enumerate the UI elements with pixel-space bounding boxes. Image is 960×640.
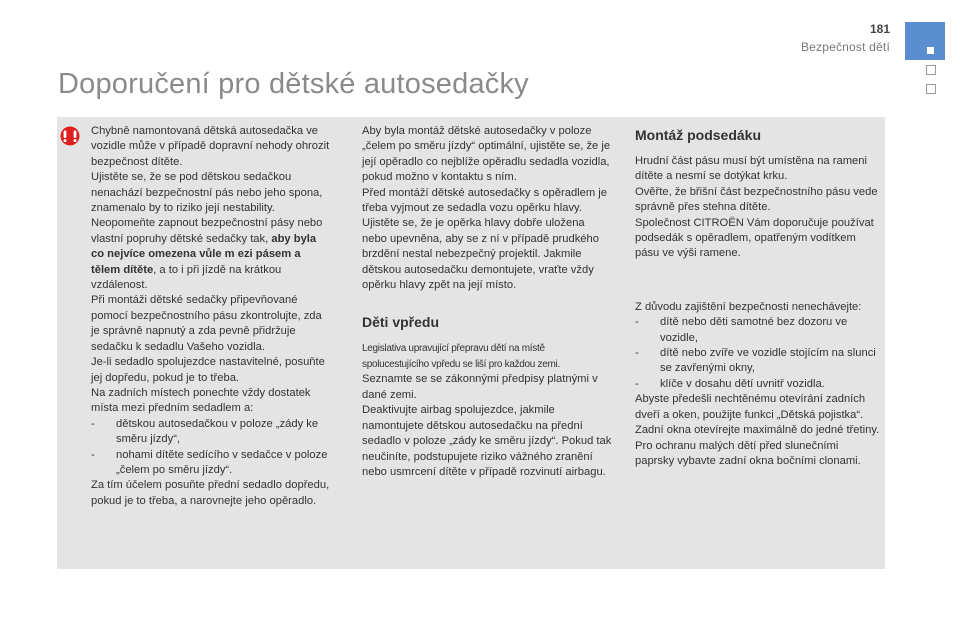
column-front-seat [362, 124, 612, 480]
legal-note: Legislativa upravující přepravu dětí na místě spolucestujícího vpředu se liší pro každou zemi. [362, 343, 560, 370]
page-number: 181 [869, 22, 890, 36]
section-name: Bezpečnost dětí [800, 40, 890, 54]
list-item: - dítě nebo zvíře ve vozidle stojícím na slunci se zavřenými okny, [635, 346, 880, 377]
dash-list [635, 315, 880, 392]
paragraph: Aby byla montáž dětské autosedačky v poloze „čelem po směru jízdy“ optimální, ujistěte se, že je její opěradlo co nejblíže opěradlu sedadla vozidla, pokud možno v kontaktu s ním. [362, 125, 611, 184]
paragraph: Společnost CITROËN Vám doporučuje používat podsedák s opěradlem, opatřeným vodítkem pásu ve výši ramene. [635, 216, 874, 260]
paragraph: Hrudní část pásu musí být umístěna na rameni dítěte a nesmí se dotýkat krku. [635, 155, 867, 183]
list-item: - dítě nebo děti samotné bez dozoru ve vozidle, [635, 315, 880, 346]
paragraph: Abyste předešli nechtěnému otevírání zadních dveří a oken, použijte funkci „Dětská pojistka“. [635, 393, 866, 421]
paragraph: Na zadních místech ponechte vždy dostatek místa mezi předním sedadlem a: [91, 386, 311, 415]
paragraph: Ujistěte se, že se pod dětskou sedačkou nenachází bezpečnostní pás nebo jeho spona, znamenalo by to riziko její nestability. [91, 171, 323, 215]
paragraph: Před montáží dětské autosedačky s opěradlem je třeba vyjmout ze sedadla vozu opěrku hlavy. Ujistěte se, že je opěrka hlavy dobře uložena nebo upevněna, aby se z ní v případě prudkého brzdění nestal nebezpečný projektil. Jakmile dětskou autosedačku demontujete, vraťte vždy opěrku hlavy zpět na její místo. [362, 186, 608, 292]
list-item: - klíče v dosahu dětí uvnitř vozidla. [635, 377, 880, 392]
chapter-tab-marker [927, 47, 934, 54]
paragraph: Seznamte se se zákonnými předpisy platnými v dané zemi. [362, 373, 598, 401]
paragraph: Ověřte, že břišní část bezpečnostního pásu vede správně přes stehna dítěte. [635, 185, 878, 214]
emphasis: aby byla co nejvíce omezena vůle m ezi pásem a tělem dítěte [91, 232, 317, 276]
paragraph: Deaktivujte airbag spolujezdce, jakmile namontujete dětskou autosedačku na přední sedadlo v poloze „zády ke směru jízdy“. Pokud tak neučiníte, podstupujete riziko vážného zranění nebo usmrcení dítěte v případě rozvinutí airbagu. [362, 404, 612, 478]
paragraph: Pro ochranu malých dětí před slunečními paprsky vybavte zadní okna bočními clonami. [635, 439, 861, 467]
warning-icon [60, 126, 80, 146]
paragraph: Neopomeňte zapnout bezpečnostní pásy nebo vlastní popruhy dětské sedačky tak, aby byla co nejvíce omezena vůle m ezi pásem a tělem dítěte, a to i při jízdě na krátkou vzdálenost. [91, 217, 323, 292]
paragraph: Je-li sedadlo spolujezdce nastavitelné, posuňte jej dopředu, pokud je to třeba. [91, 356, 325, 384]
dash-list [91, 417, 331, 479]
paragraph: Chybně namontovaná dětská autosedačka ve vozidle může v případě dopravní nehody ohrozit bezpečnost dítěte. [91, 125, 330, 168]
paragraph: Z důvodu zajištění bezpečnosti nenechávejte: [635, 300, 862, 313]
section-heading: Montáž podsedáku [635, 127, 762, 143]
chapter-tab[interactable] [926, 65, 936, 75]
paragraph: Za tím účelem posuňte přední sedadlo dopředu, pokud je to třeba, a narovnejte jeho opěradlo. [91, 479, 330, 507]
paragraph: Při montáži dětské sedačky připevňované pomocí bezpečnostního pásu zkontrolujte, zda je správně napnutý a zda pevně přidržuje sedačku k sedadlu Vašeho vozidla. [91, 294, 322, 353]
paragraph: Zadní okna otevírejte maximálně do jedné třetiny. [635, 424, 880, 437]
column-booster [635, 124, 880, 469]
section-heading: Děti vpředu [362, 314, 440, 331]
column-warnings [91, 124, 331, 509]
chapter-tab-active[interactable] [905, 22, 945, 60]
page-title: Doporučení pro dětské autosedačky [58, 68, 529, 100]
list-item: - dětskou autosedačkou v poloze „zády ke směru jízdy“, [91, 417, 331, 448]
list-item: - nohami dítěte sedícího v sedačce v poloze „čelem po směru jízdy“. [91, 448, 331, 479]
chapter-tab[interactable] [926, 84, 936, 94]
